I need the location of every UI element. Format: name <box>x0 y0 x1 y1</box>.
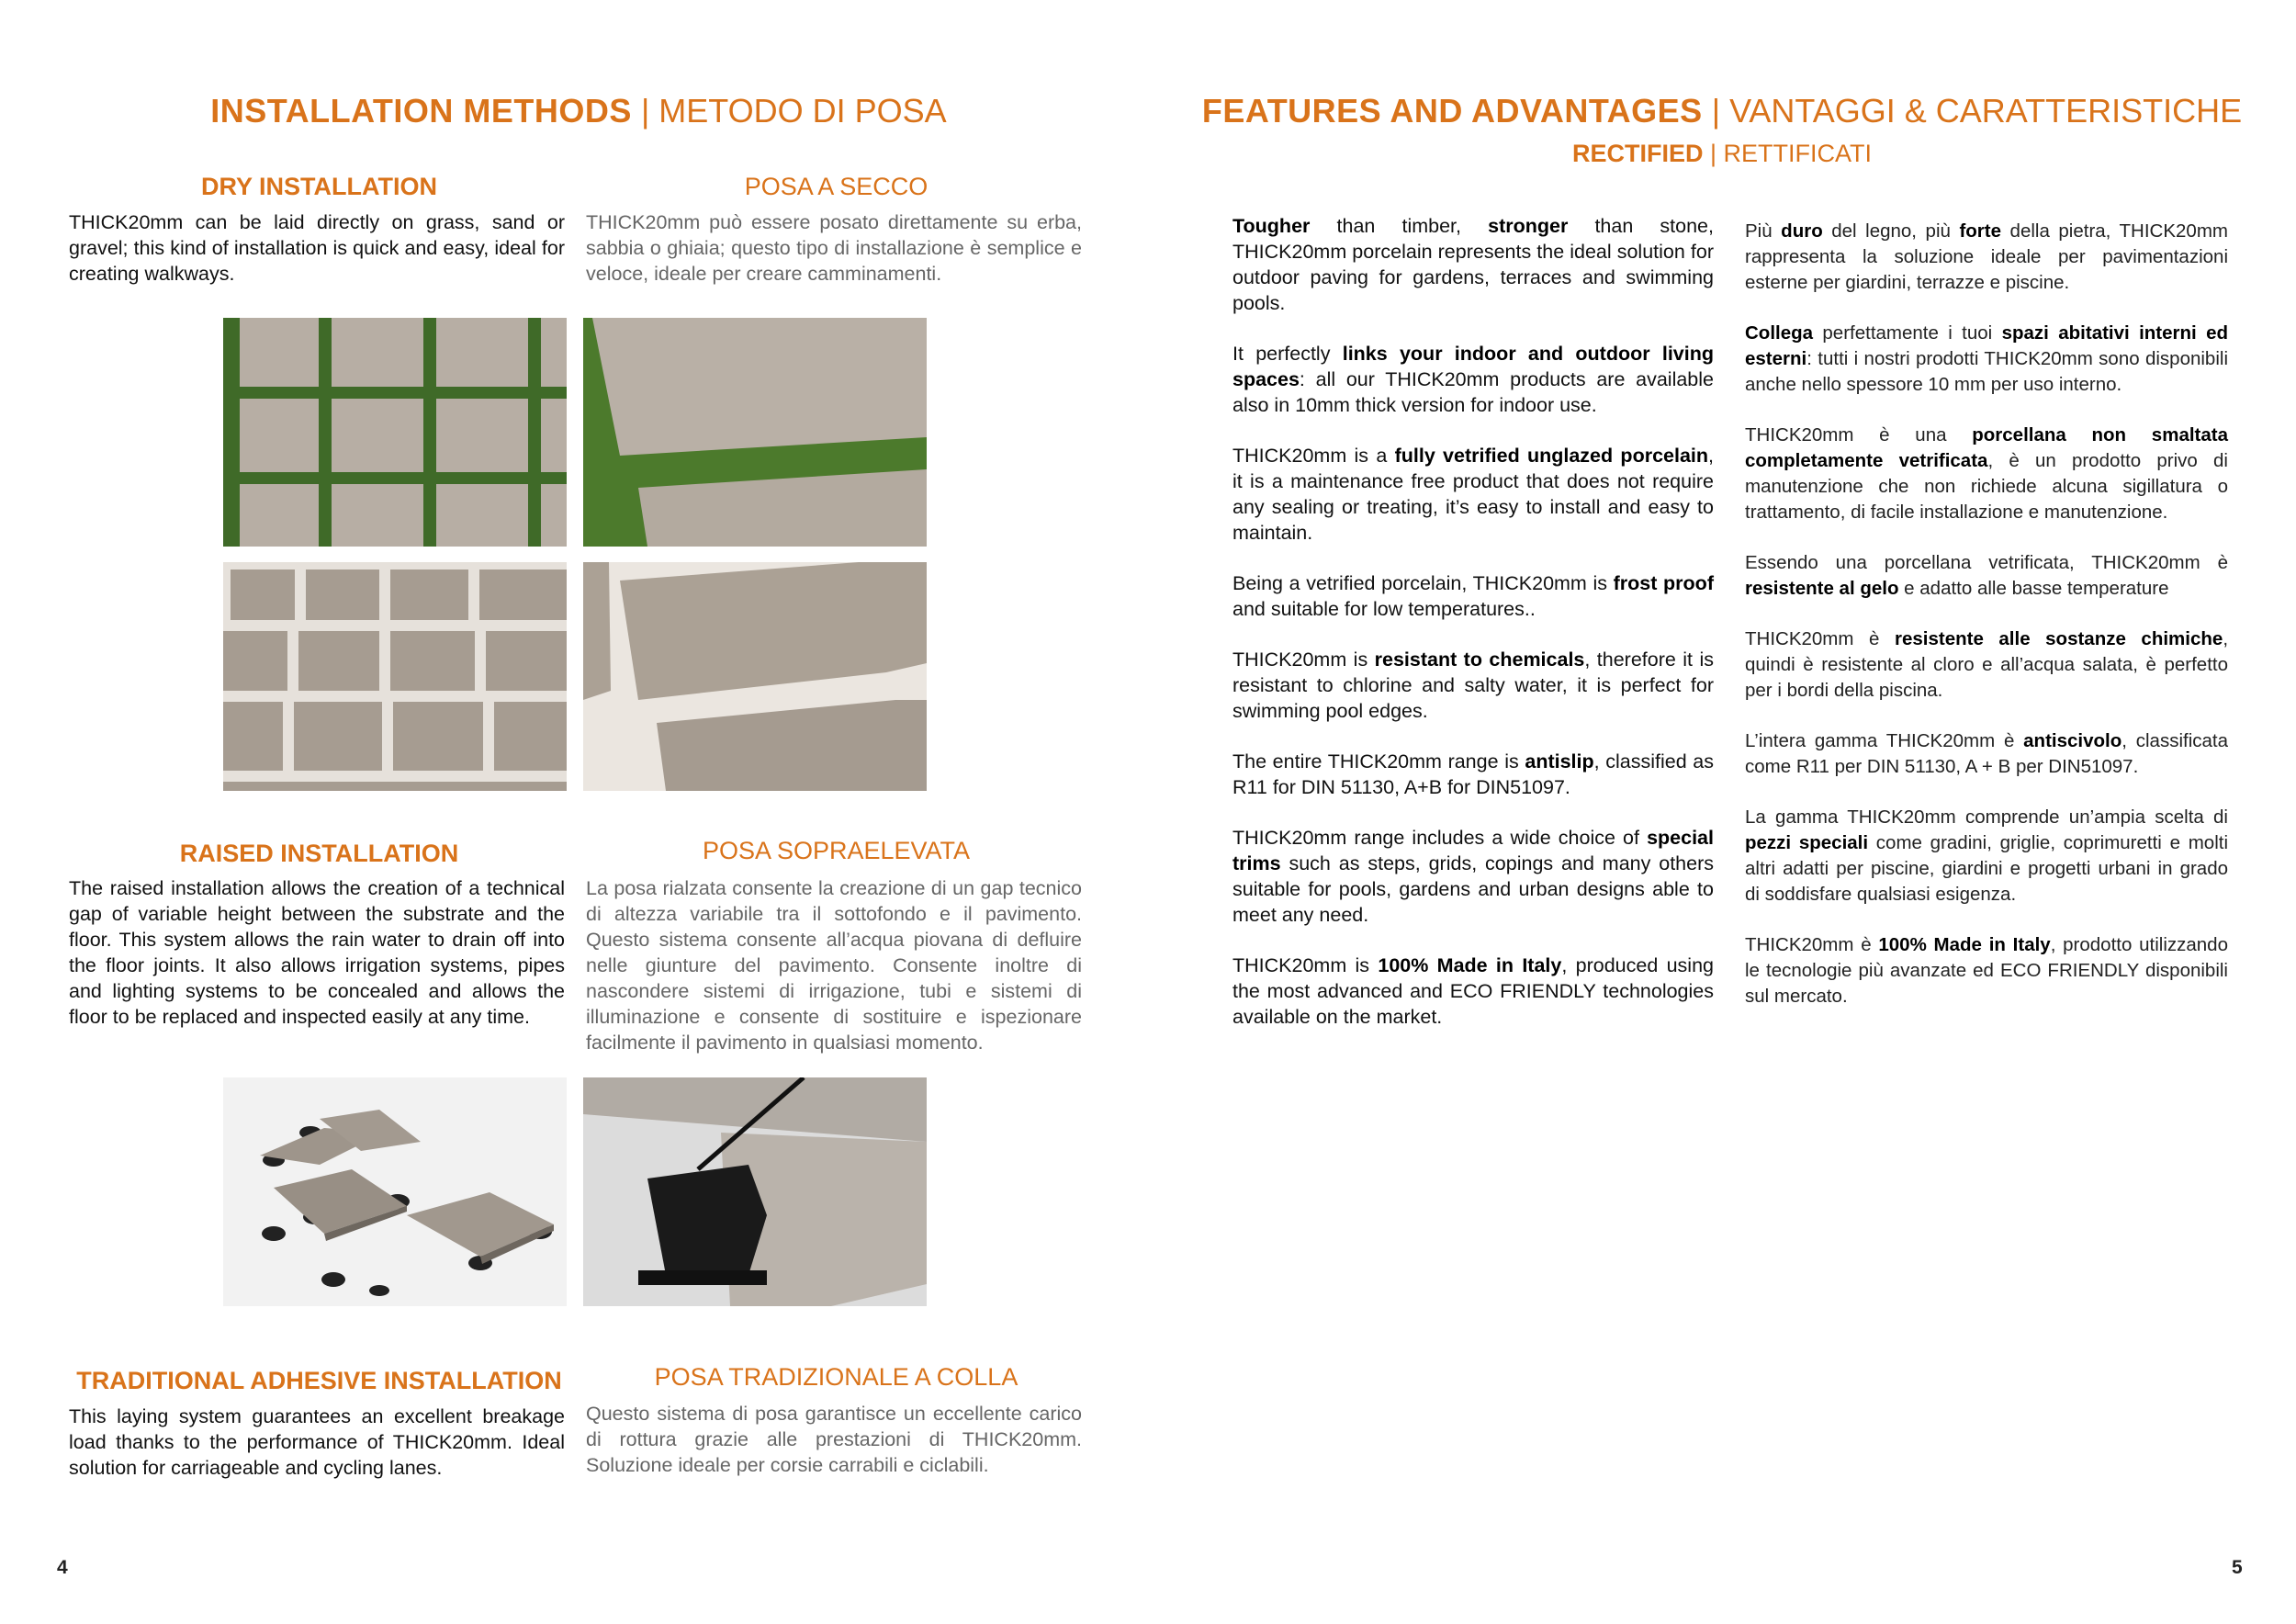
feature-it-paragraph: Più duro del legno, più forte della pietra, THICK20mm rappresenta la soluzione ideale per pavimentazioni esterne per giardini, terrazze e piscine. <box>1745 220 2228 293</box>
feature-en-paragraph: The entire THICK20mm range is antislip, classified as R11 for DIN 51130, A+B for DIN51097. <box>1232 750 1714 798</box>
dry-installation-text-it: THICK20mm può essere posato direttamente su erba, sabbia o ghiaia; questo tipo di installazione è semplice e veloce, ideale per creare camminamenti. <box>586 211 1082 285</box>
photo-tiles-on-white-gravel-grid <box>223 562 567 791</box>
features-text-en <box>1232 213 1714 1054</box>
photo-tiles-on-white-gravel-closeup <box>583 562 927 791</box>
dry-installation-heading: DRY INSTALLATION <box>201 173 437 200</box>
left-title-thin: METODO DI POSA <box>658 92 947 130</box>
raised-installation-heading: RAISED INSTALLATION <box>179 840 459 867</box>
feature-en-paragraph: Tougher than timber, stronger than stone, THICK20mm porcelain represents the ideal solution for outdoor paving for gardens, terraces and swimming pools. <box>1232 215 1714 314</box>
photo-tiles-on-grass-grid <box>223 318 567 547</box>
left-page-title: INSTALLATION METHODS | METODO DI POSA <box>210 92 947 130</box>
adhesive-text-en: This laying system guarantees an excellent breakage load thanks to the performance of THICK20mm. Ideal solution for carriageable and cycling lanes. <box>69 1405 565 1479</box>
dry-installation-text-en: THICK20mm can be laid directly on grass, sand or gravel; this kind of installation is quick and easy, ideal for creating walkways. <box>69 211 565 285</box>
posa-sopraelevata-heading: POSA SOPRAELEVATA <box>702 837 971 864</box>
posa-a-secco-heading: POSA A SECCO <box>744 173 929 200</box>
feature-en-paragraph: It perfectly links your indoor and outdoor living spaces: all our THICK20mm products are available also in 10mm thick version for indoor use. <box>1232 343 1714 416</box>
right-page-title: FEATURES AND ADVANTAGES | VANTAGGI & CARATTERISTICHE <box>1201 92 2243 130</box>
features-text-it <box>1745 219 2228 1034</box>
feature-en-paragraph: THICK20mm range includes a wide choice of special trims such as steps, grids, copings and many others suitable for pools, gardens and urban designs able to meet any need. <box>1232 827 1714 926</box>
feature-en-paragraph: THICK20mm is 100% Made in Italy, produced using the most advanced and ECO FRIENDLY technologies available on the market. <box>1232 954 1714 1028</box>
photo-raised-pedestals <box>223 1077 567 1306</box>
feature-en-paragraph: THICK20mm is resistant to chemicals, therefore it is resistant to chlorine and salty water, it is perfect for swimming pool edges. <box>1232 648 1714 722</box>
feature-it-paragraph: THICK20mm è una porcellana non smaltata completamente vetrificata, è un prodotto privo di manutenzione che non richiede alcuna sigillatura o trattamento, di facile installazione e manutenzione. <box>1745 424 2228 523</box>
photo-tiles-on-lawn-closeup <box>583 318 927 547</box>
page-number-left: 4 <box>57 1557 68 1578</box>
right-title-bold: FEATURES AND ADVANTAGES <box>1201 92 1703 130</box>
left-title-bold: INSTALLATION METHODS <box>210 92 632 130</box>
adhesive-text-it: Questo sistema di posa garantisce un eccellente carico di rottura grazie alle prestazioni di THICK20mm. Soluzione ideale per corsie carrabili e ciclabili. <box>586 1403 1082 1476</box>
feature-it-paragraph: THICK20mm è resistente alle sostanze chimiche, quindi è resistente al cloro e all’acqua salata, è perfetto per i bordi della piscina. <box>1745 628 2229 701</box>
rectified-subtitle: RECTIFIED | RETTIFICATI <box>1571 140 1873 167</box>
feature-it-paragraph: L’intera gamma THICK20mm è antiscivolo, classificata come R11 per DIN 51130, A + B per DIN51097. <box>1745 730 2229 777</box>
photo-raised-pedestal-closeup <box>583 1077 927 1306</box>
feature-it-paragraph: Collega perfettamente i tuoi spazi abitativi interni ed esterni: tutti i nostri prodotti THICK20mm sono disponibili anche nello spessore 10 mm per uso interno. <box>1745 322 2228 395</box>
feature-en-paragraph: THICK20mm is a fully vetrified unglazed porcelain, it is a maintenance free product that does not require any sealing or treating, it’s easy to install and easy to maintain. <box>1232 445 1715 544</box>
page-number-right: 5 <box>2232 1557 2243 1578</box>
raised-installation-text-en: The raised installation allows the creation of a technical gap of variable height between the substrate and the floor. This system allows the rain water to drain off into the floor joints. It also allows irrigation systems, pipes and lighting systems to be concealed and allows the floor to be replaced and inspected easily at any time. <box>69 877 565 1028</box>
right-title-thin: VANTAGGI & CARATTERISTICHE <box>1729 92 2243 130</box>
feature-it-paragraph: THICK20mm è 100% Made in Italy, prodotto utilizzando le tecnologie più avanzate ed ECO FRIENDLY disponibili sul mercato. <box>1745 934 2228 1007</box>
raised-installation-text-it: La posa rialzata consente la creazione di un gap tecnico di altezza variabile tra il sottofondo e il pavimento. Questo sistema consente all’acqua piovana di defluire nelle giunture del pavimento. Consente inoltre di nascondere sistemi di irrigazione, tubi e sistemi di illuminazione e consente di sostituire e ispezionare facilmente il pavimento in qualsiasi momento. <box>586 877 1082 1054</box>
feature-it-paragraph: La gamma THICK20mm comprende un’ampia scelta di pezzi speciali come gradini, griglie, coprimuretti e molti altri adatti per piscine, giardini e progetti urbani in grado di soddisfare qualsiasi esigenza. <box>1745 806 2229 905</box>
feature-en-paragraph: Being a vetrified porcelain, THICK20mm is frost proof and suitable for low temperatures.. <box>1232 572 1714 620</box>
feature-it-paragraph: Essendo una porcellana vetrificata, THICK20mm è resistente al gelo e adatto alle basse temperature <box>1745 552 2228 599</box>
posa-tradizionale-heading: POSA TRADIZIONALE A COLLA <box>654 1363 1019 1391</box>
traditional-adhesive-heading: TRADITIONAL ADHESIVE INSTALLATION <box>76 1367 562 1394</box>
